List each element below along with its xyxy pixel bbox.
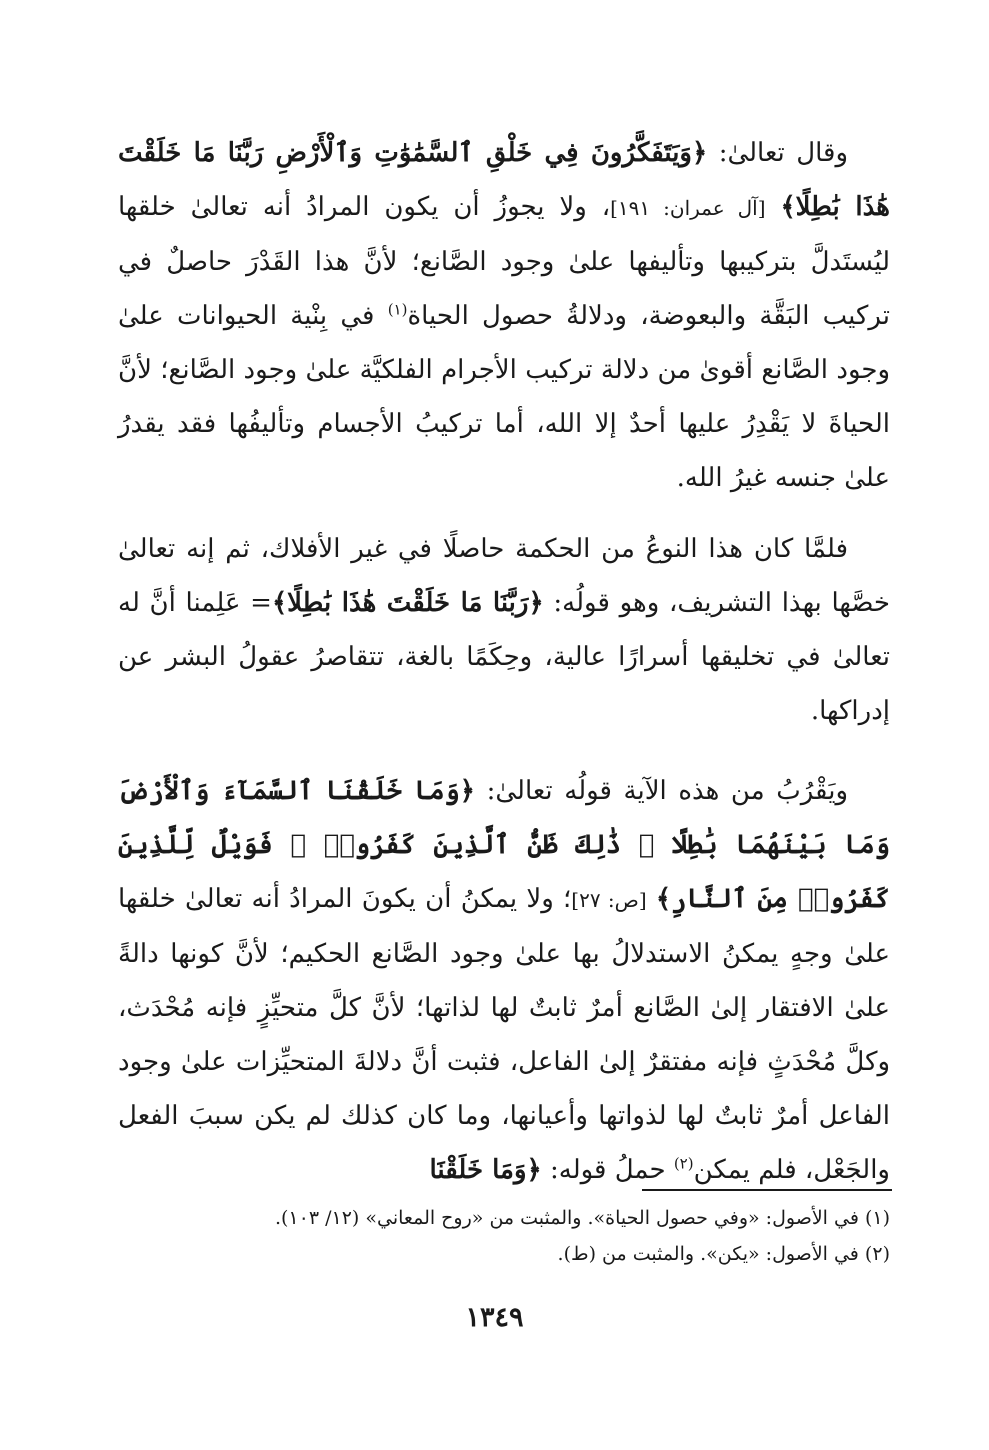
quran-verse-3: ﴿وَمَا خَلَقْنَا ٱلسَّمَآءَ وَٱلْأَرْضَ وَمَا بَيْنَهُمَا بَٰطِلًا ۚ ذَٰلِكَ ظَنُّ ٱلَّذِينَ كَفَرُوا۟ ۚ فَوَيْلٌ لِّلَّذِينَ كَفَرُوا۟ مِنَ ٱلنَّارِ﴾ — [118, 776, 891, 914]
paragraph-1 — [118, 126, 890, 505]
paragraph-1-tail: في بِنْية الحيوانات علىٰ وجود الصَّانع أقوىٰ من دلالة تركيب الأجرام الفلكيَّة علىٰ وجود الصَّانع؛ لأنَّ الحياةَ لا يَقْدِرُ عليها أحدٌ إلا الله، أما تركيبُ الأجسام وتأليفُها فقد يقدرُ علىٰ جنسه غيرُ الله. — [118, 301, 890, 493]
paragraph-3-tail: حملُ قوله: — [541, 1155, 674, 1185]
page-number: ١٣٤٩ — [465, 1302, 524, 1333]
quran-verse-1: ﴿وَيَتَفَكَّرُونَ فِي خَلْقِ ٱلسَّمَٰوَٰتِ وَٱلْأَرْضِ رَبَّنَا مَا خَلَقْتَ هَٰذَا بَٰطِلًا﴾ — [118, 138, 891, 222]
paragraph-3-lead: ويَقْرُبُ من هذه الآية قولُه تعالىٰ: — [475, 776, 848, 806]
paragraph-3-body: ؛ ولا يمكنُ أن يكونَ المرادُ أنه تعالىٰ خلقها علىٰ وجهٍ يمكنُ الاستدلالُ بها علىٰ وجود الصَّانع الحكيم؛ لأنَّ كونها دالةً علىٰ الافتقار إلىٰ الصَّانع أمرٌ ثابتٌ لها لذاتها؛ لأنَّ كلَّ متحيِّزٍ فإنه مُحْدَث، وكلَّ مُحْدَثٍ فإنه مفتقرٌ إلىٰ الفاعل، فثبت أنَّ دلالةَ المتحيِّزات علىٰ وجود الفاعل أمرٌ ثابتٌ لها لذواتها وأعيانها، وما كان كذلك لم يكن سببَ الفعل والجَعْل، فلم يمكن — [118, 884, 890, 1185]
paragraph-2-lead: فلمَّا كان هذا النوعُ من الحكمة حاصلًا في غير الأفلاك، ثم إنه تعالىٰ خصَّها بهذا التشريف، وهو قولُه: — [118, 534, 890, 618]
footnote-marker-1: (١) — [387, 300, 408, 319]
paragraph-1-text — [118, 126, 890, 505]
quran-verse-4: ﴿وَمَا خَلَقْنَا — [429, 1155, 542, 1185]
quran-verse-2: ﴿رَبَّنَا مَا خَلَقْتَ هَٰذَا بَٰطِلًا﴾ — [271, 588, 544, 618]
paragraph-3-text — [118, 764, 890, 1197]
footnote-2: (٢) في الأصول: «يكن». والمثبت من (ط). — [557, 1243, 890, 1265]
paragraph-1-body: ، ولا يجوزُ أن يكون المرادُ أنه تعالىٰ خلقها ليُستَدلَّ بتركيبها وتأليفها علىٰ وجود الصَّانع؛ لأنَّ هذا القَدْرَ حاصلٌ في تركيب البَقَّة والبعوضة، ودلالةُ حصول الحياة — [118, 192, 890, 331]
paragraph-3 — [118, 764, 890, 1197]
footnotes — [118, 1200, 890, 1272]
footnote-marker-2: (٢) — [673, 1154, 694, 1173]
paragraph-2-tail: = عَلِمنا أنَّ له تعالىٰ في تخليقها أسرارًا عالية، وحِكَمًا بالغة، تتقاصرُ عقولُ البشر عن إدراكها. — [118, 588, 890, 726]
paragraph-1-lead: وقال تعالىٰ: — [707, 138, 848, 168]
footnote-1: (١) في الأصول: «وفي حصول الحياة». والمثبت من «روح المعاني» (١٢/ ١٠٣). — [274, 1207, 890, 1229]
paragraph-2 — [118, 522, 890, 738]
footnote-divider — [642, 1189, 892, 1191]
verse-reference-3: [ص: ٢٧] — [571, 888, 647, 912]
verse-reference-1: [آل عمران: ١٩١] — [610, 196, 766, 220]
paragraph-2-text — [118, 522, 890, 738]
